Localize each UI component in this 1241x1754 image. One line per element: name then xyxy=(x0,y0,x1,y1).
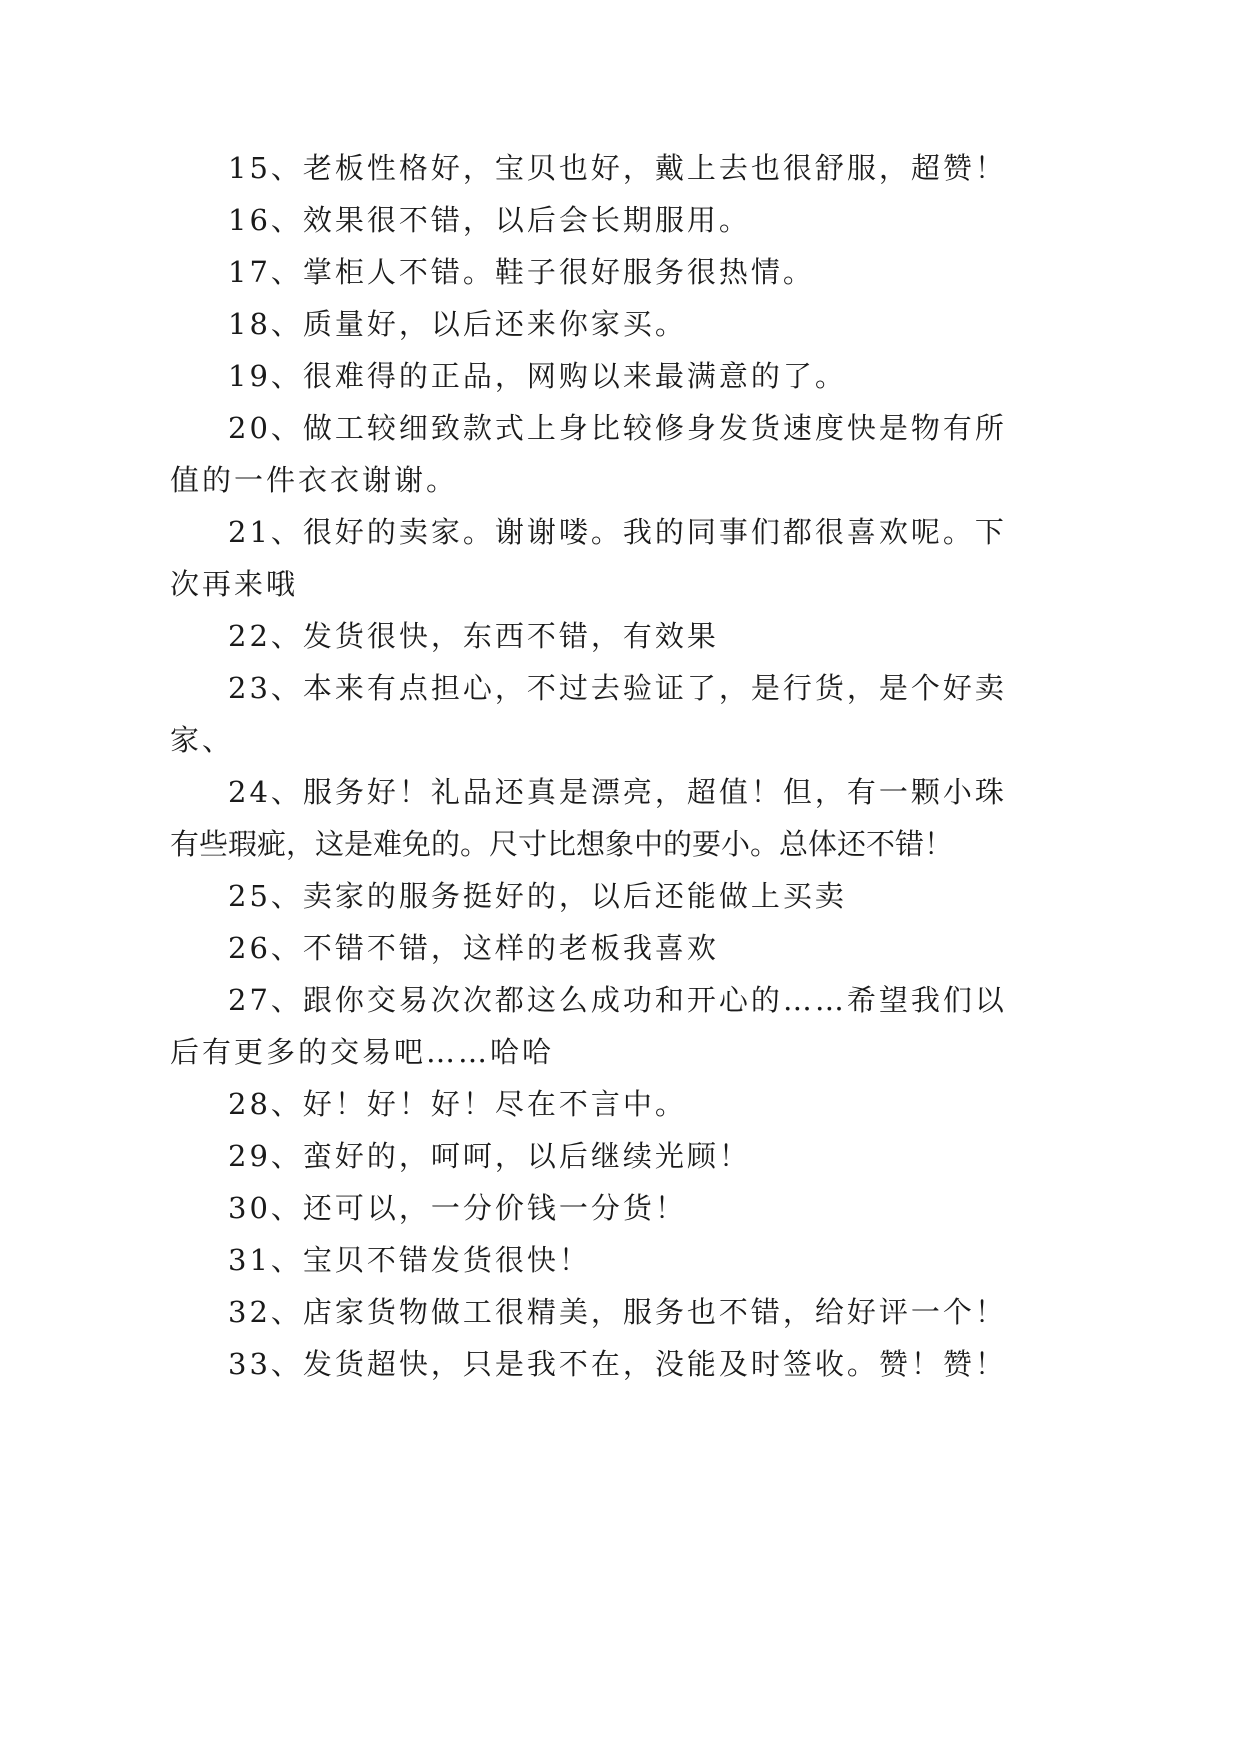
review-line-28: 28、好！好！好！尽在不言中。 xyxy=(228,1087,687,1121)
review-line-27-cont: 后有更多的交易吧……哈哈 xyxy=(170,1035,555,1069)
review-line-17: 17、掌柜人不错。鞋子很好服务很热情。 xyxy=(228,255,815,289)
review-line-20: 20、做工较细致款式上身比较修身发货速度快是物有所 xyxy=(228,411,1007,445)
review-line-25: 25、卖家的服务挺好的，以后还能做上买卖 xyxy=(228,879,847,913)
review-line-15: 15、老板性格好，宝贝也好，戴上去也很舒服，超赞！ xyxy=(228,151,1007,185)
review-line-32: 32、店家货物做工很精美，服务也不错，给好评一个！ xyxy=(228,1295,1007,1329)
review-line-24: 24、服务好！礼品还真是漂亮，超值！但，有一颗小珠 xyxy=(228,775,1007,809)
review-line-23: 23、本来有点担心，不过去验证了，是行货，是个好卖 xyxy=(228,671,1007,705)
review-line-30: 30、还可以，一分价钱一分货！ xyxy=(228,1191,687,1225)
review-line-16: 16、效果很不错，以后会长期服用。 xyxy=(228,203,751,237)
review-line-24-cont: 有些瑕疵，这是难免的。尺寸比想象中的要小。总体还不错！ xyxy=(170,827,954,861)
review-line-26: 26、不错不错，这样的老板我喜欢 xyxy=(228,931,719,965)
review-line-19: 19、很难得的正品，网购以来最满意的了。 xyxy=(228,359,847,393)
review-line-31: 31、宝贝不错发货很快！ xyxy=(228,1243,591,1277)
review-line-27: 27、跟你交易次次都这么成功和开心的……希望我们以 xyxy=(228,983,1007,1017)
review-line-20-cont: 值的一件衣衣谢谢。 xyxy=(170,463,459,497)
review-line-33: 33、发货超快，只是我不在，没能及时签收。赞！赞！ xyxy=(228,1347,1007,1381)
review-line-18: 18、质量好，以后还来你家买。 xyxy=(228,307,687,341)
review-line-23-cont: 家、 xyxy=(170,723,235,757)
review-line-21: 21、很好的卖家。谢谢喽。我的同事们都很喜欢呢。下 xyxy=(228,515,1007,549)
review-line-29: 29、蛮好的，呵呵，以后继续光顾！ xyxy=(228,1139,751,1173)
review-line-21-cont: 次再来哦 xyxy=(170,567,299,601)
review-line-22: 22、发货很快，东西不错，有效果 xyxy=(228,619,719,653)
